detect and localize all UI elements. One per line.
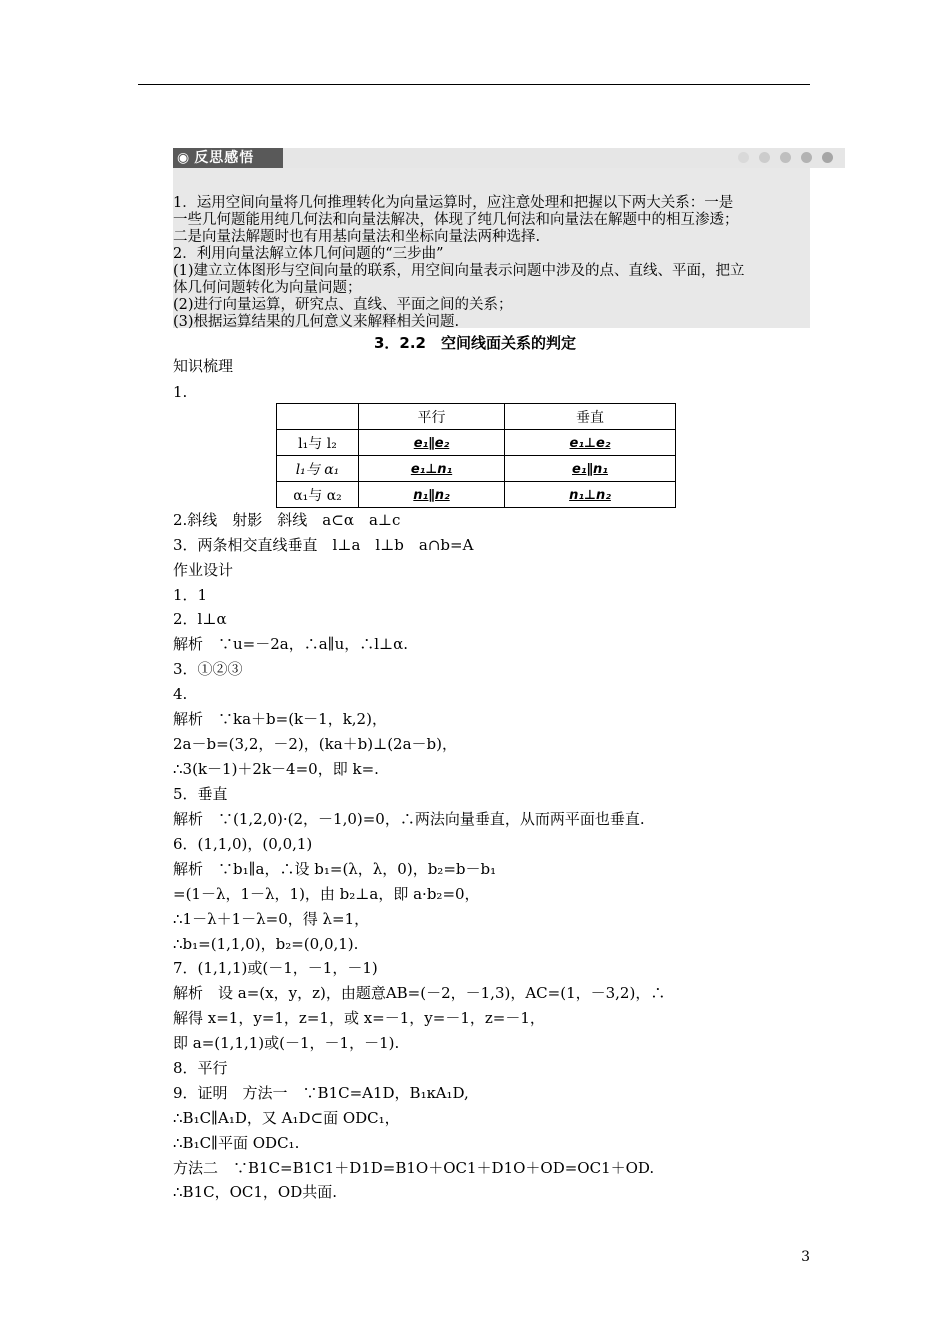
body-line: ∴B₁C∥平面 ODC₁.: [173, 1134, 300, 1152]
perp-cell: e₁∥n₁: [572, 461, 608, 477]
target-icon: ◉: [177, 150, 191, 166]
body-line: =(1－λ，1－λ，1)，由 b₂⊥a，即 a·b₂=0，: [173, 885, 480, 903]
dot-icon: [780, 152, 791, 163]
row-label: l₁与 l₂: [277, 430, 359, 456]
body-line: 2.斜线 射影 斜线 a⊂α a⊥c: [173, 511, 401, 529]
parallel-cell: e₁∥e₂: [413, 435, 450, 451]
section-title: 3．2.2 空间线面关系的判定: [373, 334, 576, 352]
body-line: 3．①②③: [173, 660, 243, 678]
body-line: 作业设计: [173, 561, 234, 579]
row-label: l₁与 α₁: [277, 456, 359, 482]
knowledge-heading: 知识梳理: [173, 357, 234, 375]
reflection-header-bar: [173, 148, 845, 168]
knowledge-item-1: 1.: [173, 383, 188, 401]
top-rule: [138, 84, 810, 85]
reflection-box: [173, 168, 810, 328]
perp-cell: n₁⊥n₂: [569, 487, 611, 503]
body-line: 8．平行: [173, 1059, 228, 1077]
body-line: 4.: [173, 685, 188, 703]
table-row: [277, 430, 676, 456]
dot-icon: [801, 152, 812, 163]
reflection-line: 二是向量法解题时也有用基向量法和坐标向量法两种选择.: [173, 229, 541, 245]
body-line: 解析 ∵u=－2a，∴a∥u，∴l⊥α.: [173, 635, 409, 653]
body-line: 解得 x=1，y=1，z=1，或 x=－1，y=－1，z=－1，: [173, 1009, 545, 1027]
body-line: 2a－b=(3,2，－2)，(ka＋b)⊥(2a－b)，: [173, 735, 457, 753]
dot-icon: [738, 152, 749, 163]
table-row: [277, 482, 676, 508]
reflection-line: (2)进行向量运算，研究点、直线、平面之间的关系；: [173, 297, 513, 313]
table-row: [277, 456, 676, 482]
decorative-dots: [717, 152, 833, 163]
body-line: 即 a=(1,1,1)或(－1，－1，－1).: [173, 1034, 400, 1052]
reflection-line: 一些几何题能用纯几何法和向量法解决，体现了纯几何法和向量法在解题中的相互渗透；: [173, 212, 739, 228]
table-header-cell: [277, 404, 359, 430]
body-line: 5．垂直: [173, 785, 228, 803]
dot-icon: [759, 152, 770, 163]
body-line: ∴B₁C∥A₁D，又 A₁D⊂面 ODC₁，: [173, 1109, 400, 1127]
reflection-line: 体几何问题转化为向量问题；: [173, 280, 362, 296]
body-line: 解析 ∵ka＋b=(k－1，k,2)，: [173, 710, 387, 728]
reflection-line: 1．运用空间向量将几何推理转化为向量运算时，应注意处理和把握以下两大关系：一是: [173, 195, 734, 211]
body-line: 9．证明 方法一 ∵B1C=A1D，B₁ĸA₁D,: [173, 1084, 469, 1102]
body-line: 3．两条相交直线垂直 l⊥a l⊥b a∩b=A: [173, 536, 474, 554]
body-line: 解析 ∵(1,2,0)·(2，－1,0)=0，∴两法向量垂直，从而两平面也垂直.: [173, 810, 645, 828]
body-line: 2．l⊥α: [173, 610, 227, 628]
body-line: 解析 设 a=(x，y，z)，由题意AB=(－2，－1,3)，AC=(1，－3,2)，∴: [173, 984, 666, 1002]
relation-table: [276, 403, 676, 508]
reflection-line: 2．利用向量法解立体几何问题的“三步曲”: [173, 246, 444, 262]
table-header-cell: 垂直: [505, 404, 676, 430]
parallel-cell: n₁∥n₂: [413, 487, 450, 503]
reflection-line: (1)建立立体图形与空间向量的联系，用空间向量表示问题中涉及的点、直线、平面，把立: [173, 263, 745, 279]
page-number: 3: [801, 1249, 810, 1265]
body-line: ∴b₁=(1,1,0)，b₂=(0,0,1).: [173, 935, 359, 953]
body-line: 方法二 ∵B1C=B1C1＋D1D=B1O＋OC1＋D1O＋OD=OC1＋OD.: [173, 1159, 655, 1177]
parallel-cell: e₁⊥n₁: [410, 461, 453, 477]
row-label: α₁与 α₂: [277, 482, 359, 508]
reflection-line: (3)根据运算结果的几何意义来解释相关问题.: [173, 314, 460, 330]
reflection-title: ◉ 反思感悟: [173, 148, 283, 168]
perp-cell: e₁⊥e₂: [569, 435, 611, 451]
body-line: 解析 ∵b₁∥a，∴设 b₁=(λ，λ，0)，b₂=b－b₁: [173, 860, 497, 878]
body-line: 1．1: [173, 586, 208, 604]
body-line: 7．(1,1,1)或(－1，－1，－1): [173, 959, 378, 977]
dot-icon: [717, 152, 728, 163]
table-header-row: [277, 404, 676, 430]
body-line: ∴3(k－1)＋2k－4=0，即 k=.: [173, 760, 379, 778]
body-line: 6．(1,1,0)，(0,0,1): [173, 835, 313, 853]
body-line: ∴1－λ＋1－λ=0，得 λ=1，: [173, 910, 370, 928]
dot-icon: [822, 152, 833, 163]
table-header-cell: 平行: [359, 404, 505, 430]
body-line: ∴B1C，OC1，OD共面.: [173, 1183, 337, 1201]
